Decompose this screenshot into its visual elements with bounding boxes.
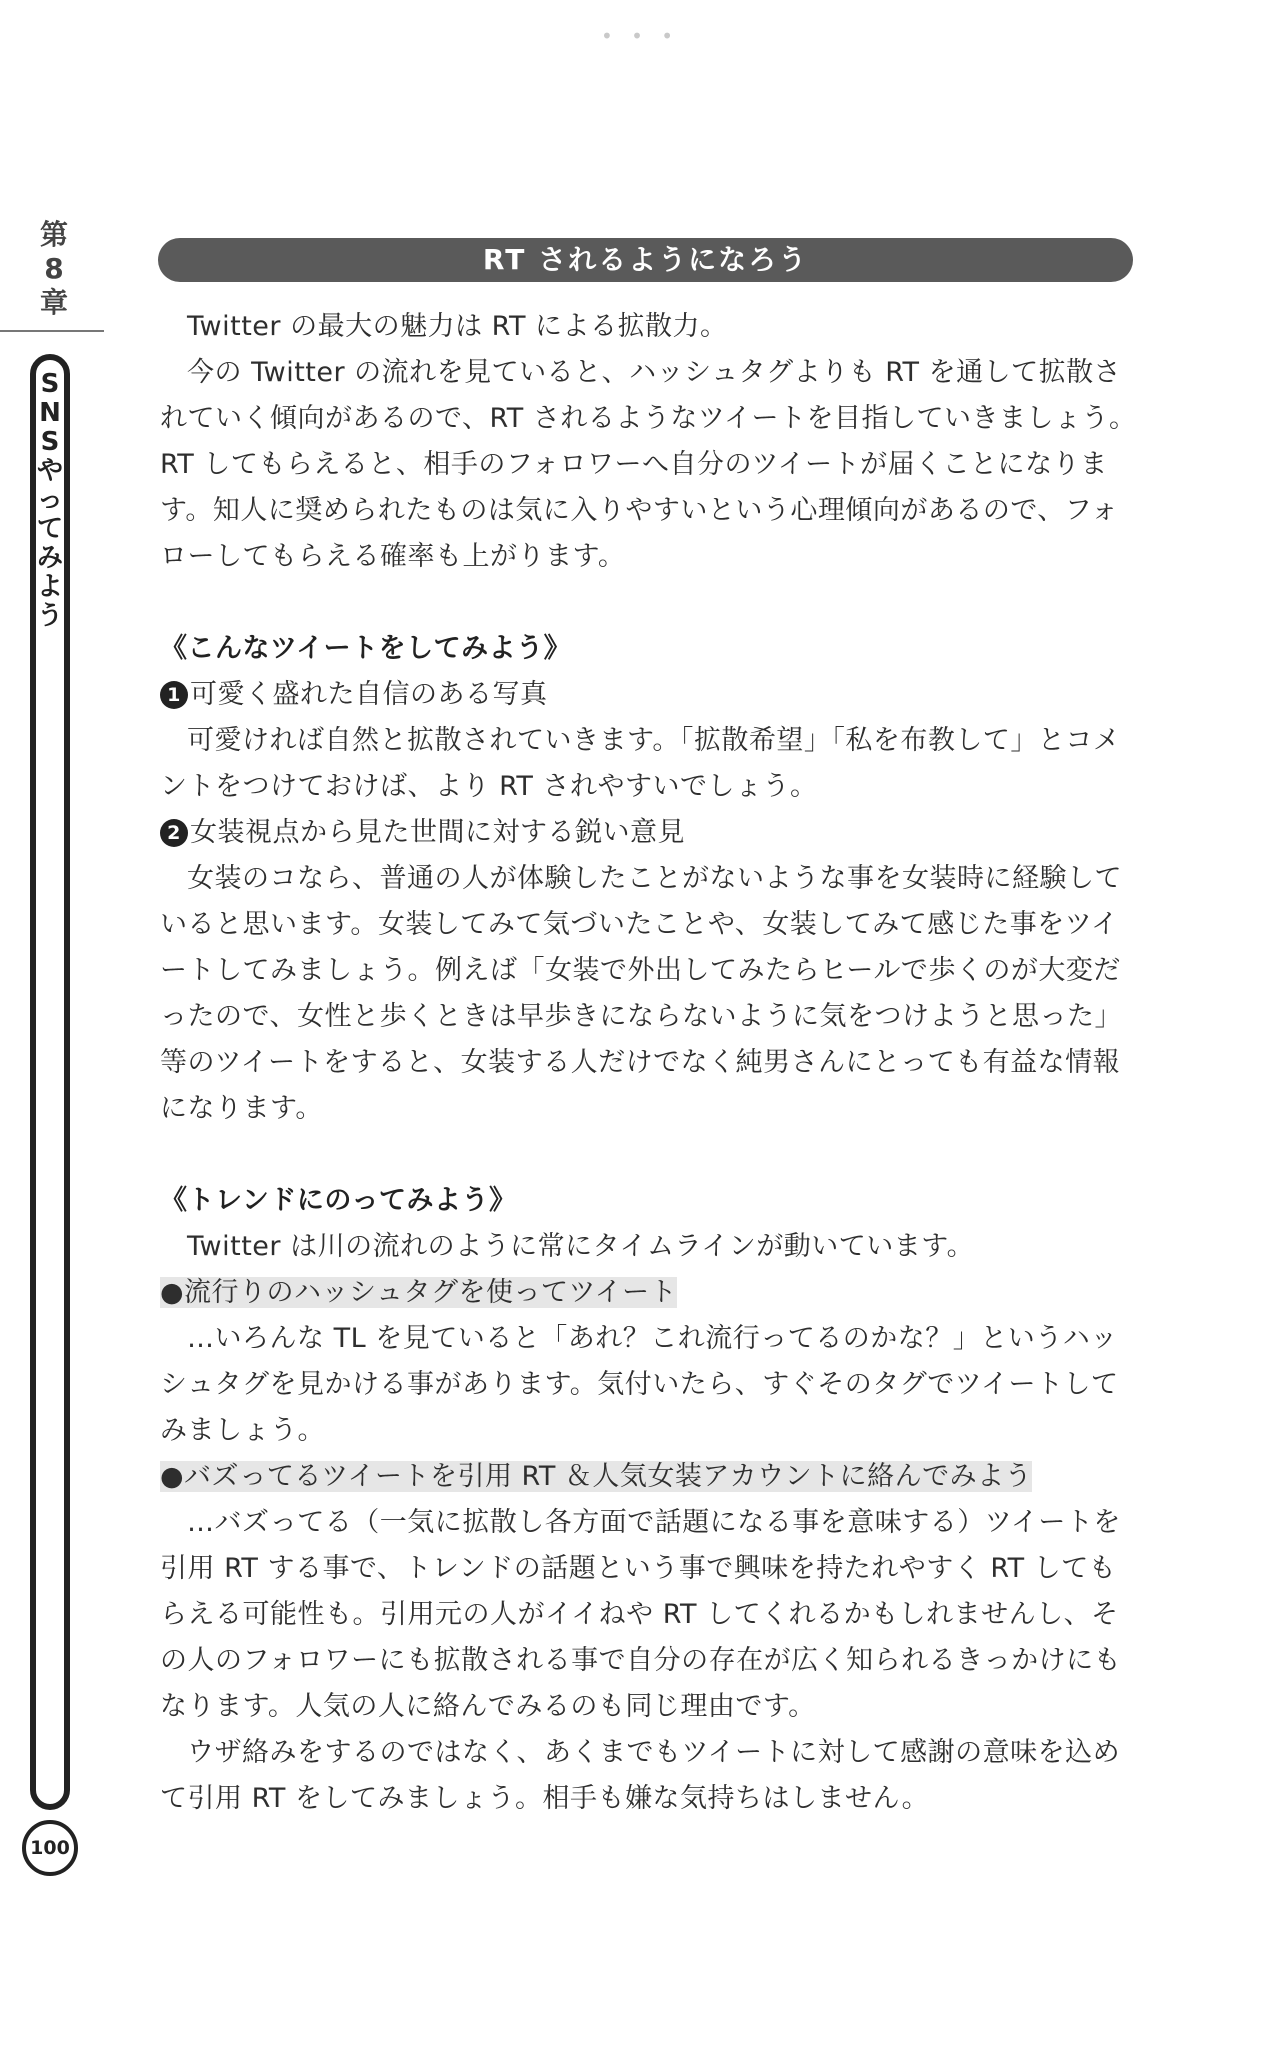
tweets-section-heading: 《こんなツイートをしてみよう》 bbox=[160, 633, 572, 664]
chapter-label-top: 第 bbox=[39, 218, 68, 251]
tweet-item-1-title bbox=[160, 672, 1138, 718]
tweet-item-1-body: 可愛ければ自然と拡散されていきます。「拡散希望」「私を布教して」とコメントをつけておけば、より RT されやすいでしょう。 bbox=[160, 725, 1121, 802]
trend-closing: ウザ絡みをするのではなく、あくまでもツイートに対して感謝の意味を込めて引用 RT をしてみましょう。相手も嫌な気持ちはしません。 bbox=[160, 1737, 1121, 1814]
number-2-badge: 2 bbox=[160, 819, 188, 847]
tweet-item-1-title-text: 可愛く盛れた自信のある写真 bbox=[190, 679, 548, 710]
page-body bbox=[160, 304, 1138, 1822]
trend-item-2-body: …バズってる（一気に拡散し各方面で話題になる事を意味する）ツイートを引用 RT する事で、トレンドの話題という事で興味を持たれやすく RT してもらえる可能性も。引用元の人がイイねや RT してくれるかもしれませんし、その人のフォロワーにも拡散される事で自分の存在が広く知られるきっかけにもなります。人気の人に絡んでみるのも同じ理由です。 bbox=[160, 1507, 1122, 1722]
chapter-number: 8 bbox=[44, 252, 64, 285]
intro-paragraph-2: 今の Twitter の流れを見ていると、ハッシュタグよりも RT を通して拡散されていく傾向があるので、RT されるようなツイートを目指していきましょう。RT してもらえると、相手のフォロワーへ自分のツイートが届くことになります。知人に奨められたものは気に入りやすいという心理傾向があるので、フォローしてもらえる確率も上がります。 bbox=[160, 357, 1137, 572]
tweet-item-2-title bbox=[160, 810, 1138, 856]
page-dots-indicator: • • • bbox=[600, 24, 680, 48]
chapter-marker bbox=[34, 218, 74, 320]
trend-section-heading: 《トレンドにのってみよう》 bbox=[160, 1185, 517, 1216]
section-title-bar: RT されるようになろう bbox=[158, 238, 1133, 282]
tweet-item-2-body: 女装のコなら、普通の人が体験したことがないような事を女装時に経験していると思います。女装してみて気づいたことや、女装してみて感じた事をツイートしてみましょう。例えば「女装で外出してみたらヒールで歩くのが大変だったので、女性と歩くときは早歩きにならないように気をつけようと思った」等のツイートをすると、女装する人だけでなく純男さんにとっても有益な情報になります。 bbox=[160, 863, 1122, 1124]
trend-item-1-body: …いろんな TL を見ていると「あれ？これ流行ってるのかな？」というハッシュタグを見かける事があります。気付いたら、すぐそのタグでツイートしてみましょう。 bbox=[160, 1323, 1119, 1446]
page-number: 100 bbox=[22, 1820, 78, 1876]
chapter-divider bbox=[0, 330, 104, 332]
trend-item-1-title bbox=[160, 1270, 1138, 1316]
intro-paragraph-1: Twitter の最大の魅力は RT による拡散力。 bbox=[187, 311, 728, 342]
trend-item-2-title bbox=[160, 1454, 1138, 1500]
trend-intro: Twitter は川の流れのように常にタイムラインが動いています。 bbox=[187, 1231, 975, 1262]
number-1-badge: 1 bbox=[160, 681, 188, 709]
trend-item-1-title-text: ●流行りのハッシュタグを使ってツイート bbox=[160, 1277, 678, 1308]
chapter-label-bottom: 章 bbox=[39, 286, 68, 319]
side-tab-title: SNSやってみよう bbox=[36, 369, 63, 631]
trend-item-2-title-text: ●バズってるツイートを引用 RT ＆人気女装アカウントに絡んでみよう bbox=[160, 1461, 1033, 1492]
tweet-item-2-title-text: 女装視点から見た世間に対する鋭い意見 bbox=[190, 817, 685, 848]
